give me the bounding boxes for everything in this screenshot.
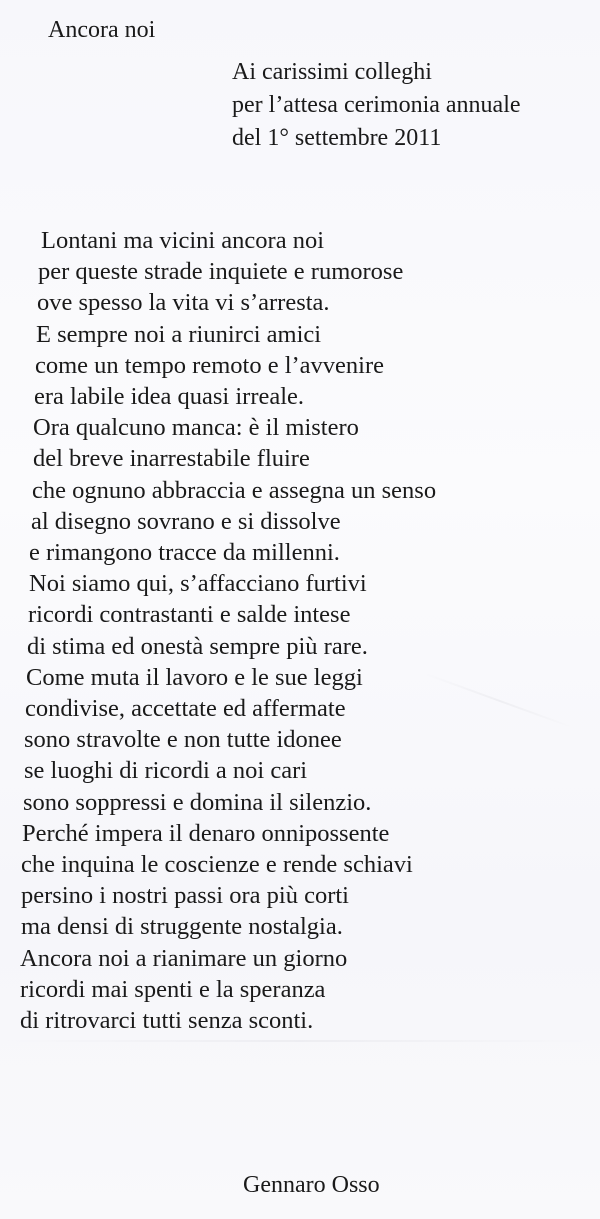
paper-crease <box>424 673 575 730</box>
poem-line: di stima ed onestà sempre più rare. <box>27 632 368 660</box>
poem-line: persino i nostri passi ora più corti <box>21 882 349 910</box>
poem-line: e rimangono tracce da millenni. <box>29 539 340 567</box>
poem-line: sono soppressi e domina il silenzio. <box>23 788 372 816</box>
poem-line: al disegno sovrano e si dissolve <box>31 507 341 535</box>
poem-line: Noi siamo qui, s’affacciano furtivi <box>29 570 367 598</box>
poem-line: ricordi contrastanti e salde intese <box>28 601 351 629</box>
poem-title: Ancora noi <box>48 17 156 43</box>
poem-line: del breve inarrestabile fluire <box>33 445 310 473</box>
author-signature: Gennaro Osso <box>243 1172 380 1198</box>
dedication-line: per l’attesa cerimonia annuale <box>232 92 521 118</box>
poem-line: che inquina le coscienze e rende schiavi <box>21 851 413 879</box>
dedication <box>232 56 521 155</box>
poem-line: ricordi mai spenti e la speranza <box>20 975 326 1003</box>
poem-line: era labile idea quasi irreale. <box>34 383 305 411</box>
poem-line: per queste strade inquiete e rumorose <box>38 258 404 286</box>
poem-line: che ognuno abbraccia e assegna un senso <box>32 476 437 504</box>
poem-line: Come muta il lavoro e le sue leggi <box>26 663 363 691</box>
poem-line: Lontani ma vicini ancora noi <box>41 227 325 254</box>
poem-line: condivise, accettate ed affermate <box>25 695 346 723</box>
poem-line: se luoghi di ricordi a noi cari <box>24 757 308 785</box>
poem-line: sono stravolte e non tutte idonee <box>24 726 342 754</box>
poem-body <box>20 225 436 1036</box>
dedication-line: Ai carissimi colleghi <box>232 59 432 85</box>
poem-line: Perché impera il denaro onnipossente <box>22 819 390 847</box>
dedication-line: del 1° settembre 2011 <box>232 125 442 151</box>
poem-line: E sempre noi a riunirci amici <box>36 320 322 348</box>
paper-crease <box>0 1040 600 1042</box>
poem-line: Ancora noi a rianimare un giorno <box>20 944 348 972</box>
poem-line: ma densi di struggente nostalgia. <box>21 913 343 941</box>
poem-line: Ora qualcuno manca: è il mistero <box>33 414 359 442</box>
poem-line: come un tempo remoto e l’avvenire <box>35 351 384 379</box>
poem-line: ove spesso la vita vi s’arresta. <box>37 289 330 317</box>
poem-line: di ritrovarci tutti senza sconti. <box>20 1007 314 1035</box>
